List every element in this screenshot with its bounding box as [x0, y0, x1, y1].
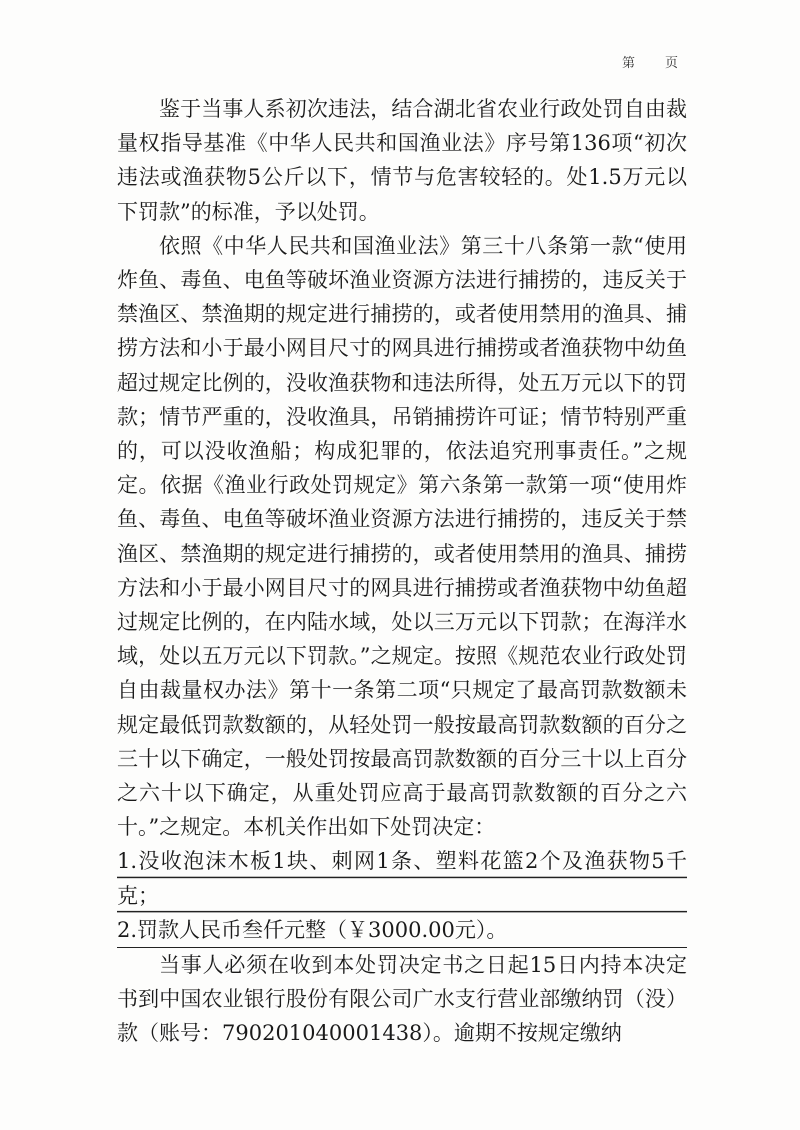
page-number-label: 第页 — [622, 56, 709, 71]
penalty-item-confiscation: 1.没收泡沫木板1块、刺网1条、塑料花篮2个及渔获物5千克； — [117, 844, 687, 912]
penalty-item-fine: 2.罚款人民币叁仟元整（￥3000.00元）。 — [117, 913, 687, 948]
paragraph-payment-instructions: 当事人必须在收到本处罚决定书之日起15日内持本决定书到中国农业银行股份有限公司广水支行营业部缴纳罚（没）款（账号：790201040001438）。逾期不按规定缴纳 — [117, 953, 687, 1046]
document-body — [117, 92, 687, 1051]
paragraph-legal-basis: 依照《中华人民共和国渔业法》第三十八条第一款“使用炸鱼、毒鱼、电鱼等破坏渔业资源方法进行捕捞的，违反关于禁渔区、禁渔期的规定进行捕捞的，或者使用禁用的渔具、捕捞方法和小于最小网目尺寸的网具进行捕捞或者渔获物中幼鱼超过规定比例的，没收渔获物和违法所得，处五万元以下的罚款；情节严重的，没收渔具，吊销捕捞许可证；情节特别严重的，可以没收渔船；构成犯罪的，依法追究刑事责任。”之规定。依据《渔业行政处罚规定》第六条第一款第一项“使用炸鱼、毒鱼、电鱼等破坏渔业资源方法进行捕捞的，违反关于禁渔区、禁渔期的规定进行捕捞的，或者使用禁用的渔具、捕捞方法和小于最小网目尺寸的网具进行捕捞或者渔获物中幼鱼超过规定比例的，在内陆水域，处以三万元以下罚款；在海洋水域，处以五万元以下罚款。”之规定。按照《规范农业行政处罚自由裁量权办法》第十一条第二项“只规定了最高罚款数额未规定最低罚款数额的，从轻处罚一般按最高罚款数额的百分之三十以下确定，一般处罚按最高罚款数额的百分三十以上百分之六十以下确定，从重处罚应高于最高罚款数额的百分之六十。”之规定。本机关作出如下处罚决定： — [117, 233, 687, 840]
paragraph-first-offense: 鉴于当事人系初次违法，结合湖北省农业行政处罚自由裁量权指导基准《中华人民共和国渔业法》序号第136项“初次违法或渔获物5公斤以下，情节与危害较轻的。处1.5万元以下罚款”的标准，予以处罚。 — [117, 97, 687, 224]
